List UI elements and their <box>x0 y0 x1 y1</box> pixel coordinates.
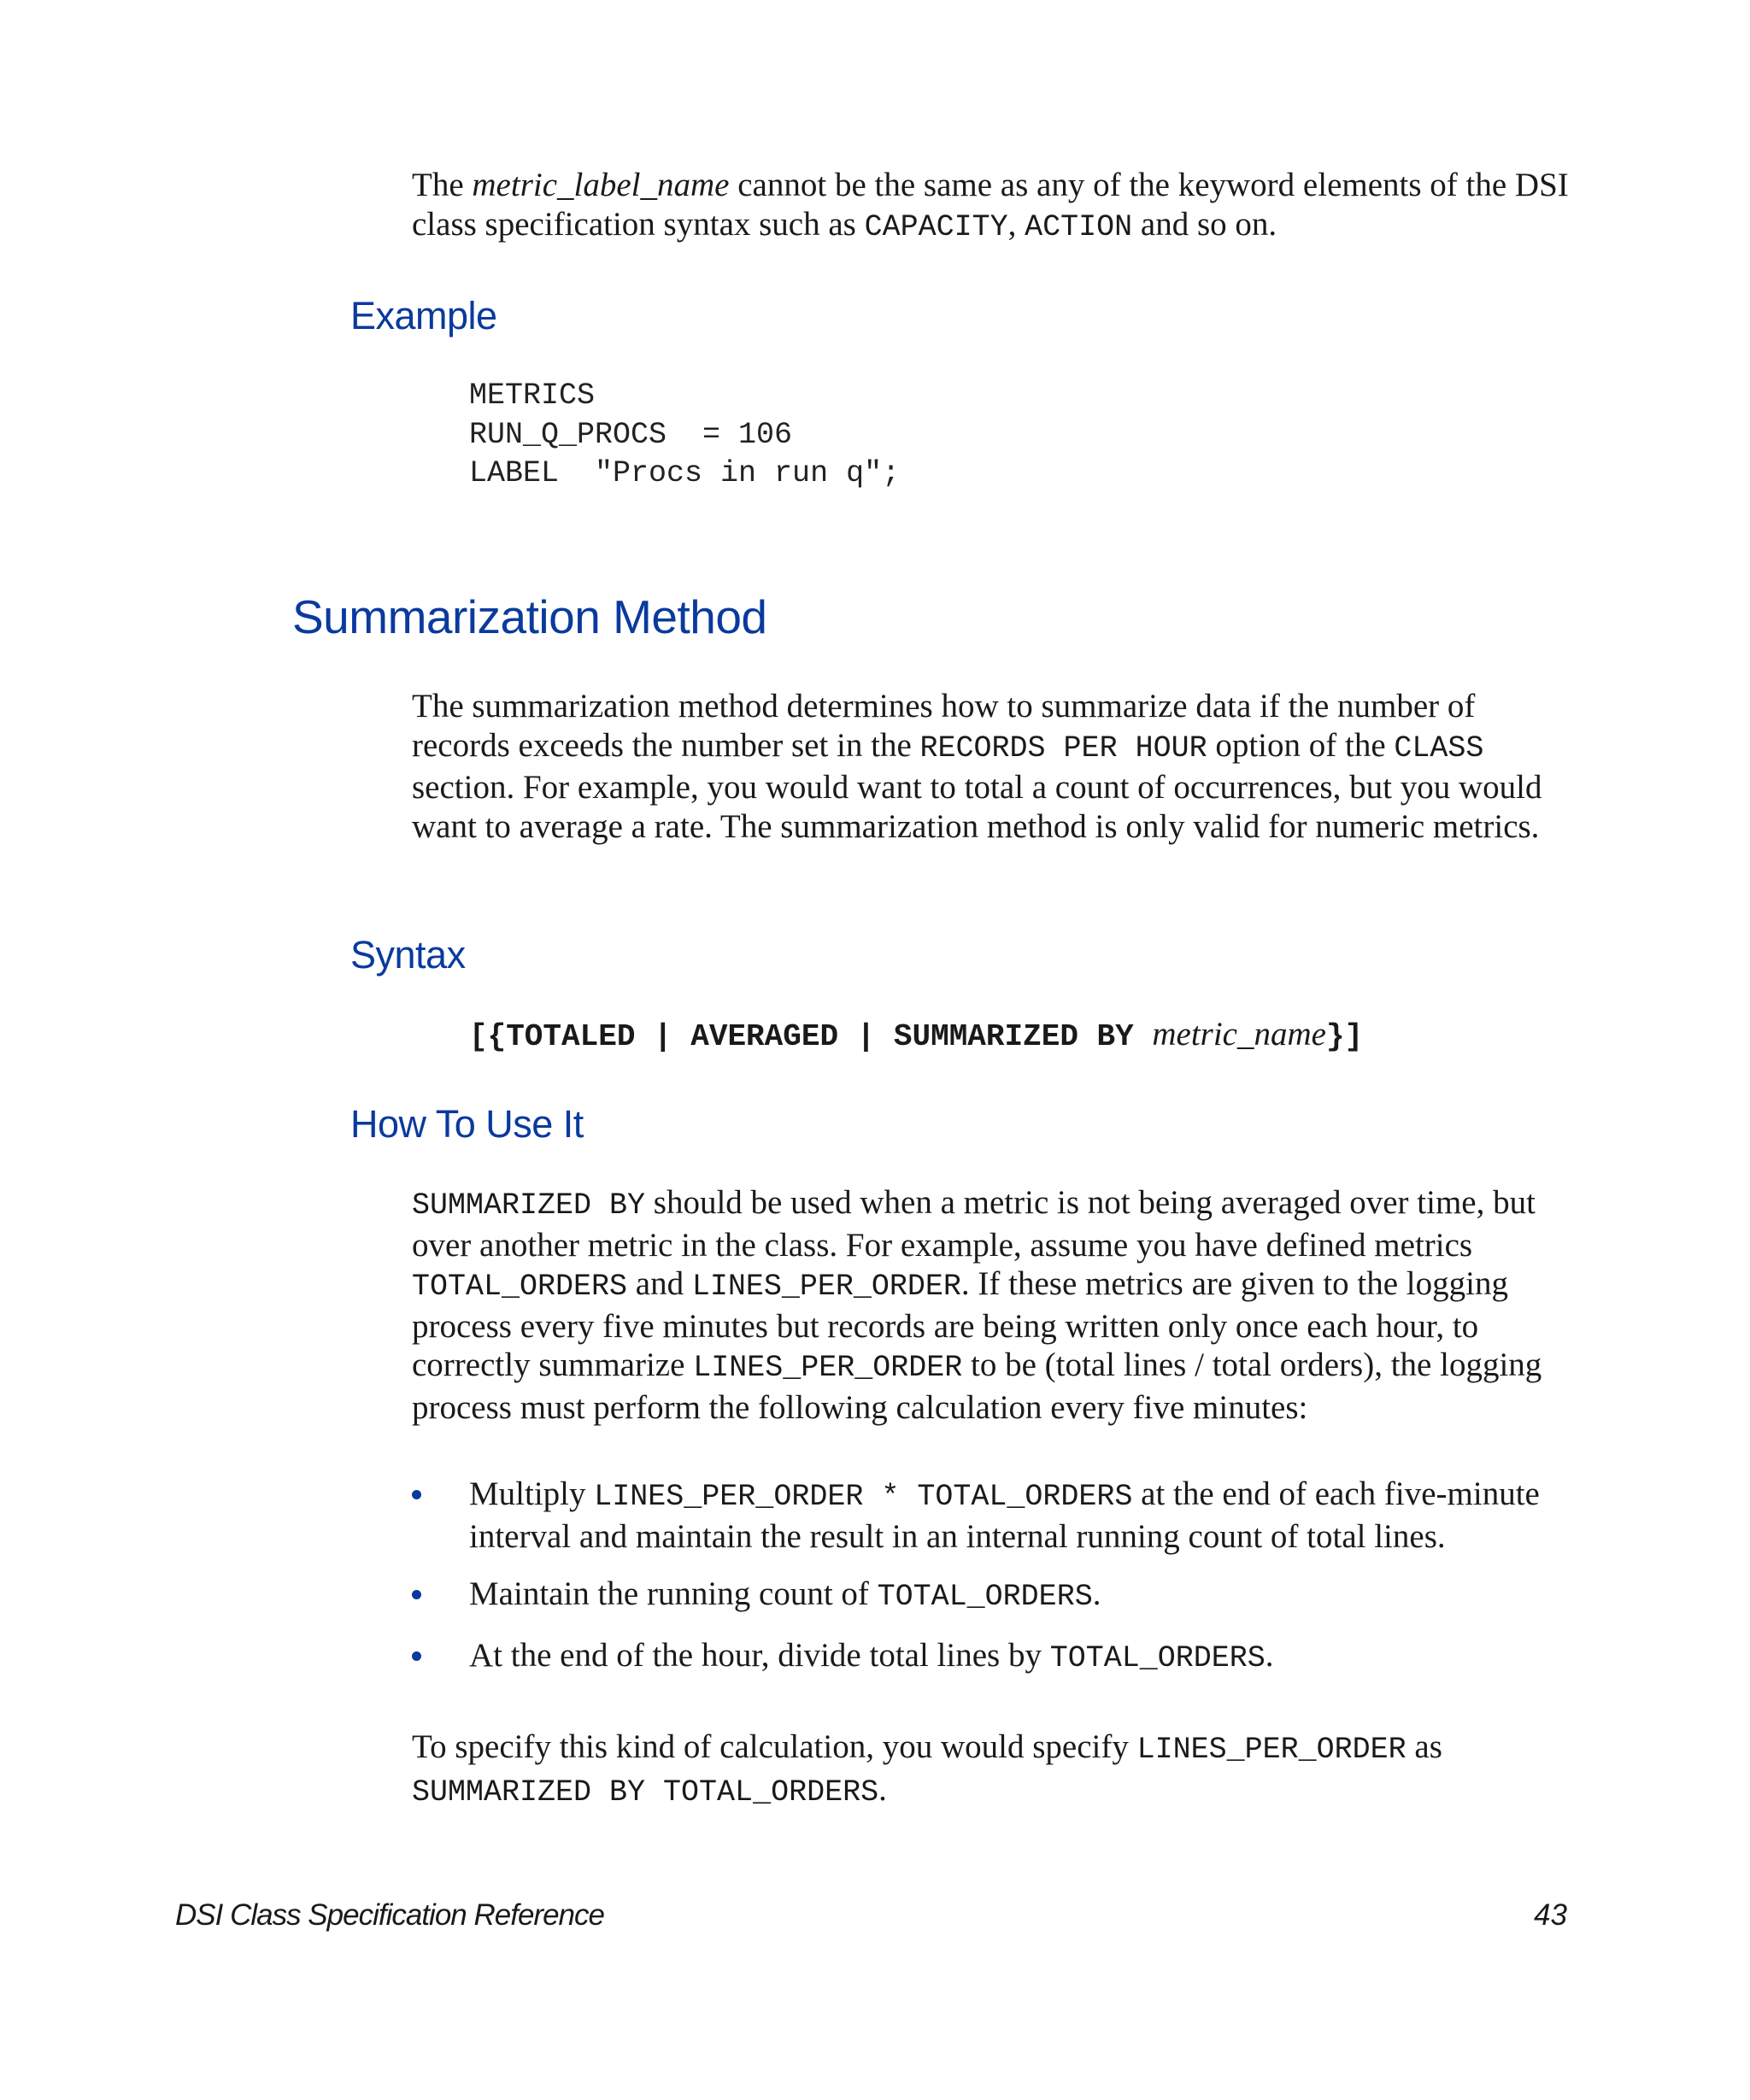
text-run: To specify this kind of calculation, you would specify <box>412 1728 1137 1765</box>
bullet-icon <box>412 1590 421 1599</box>
example-code-block <box>469 377 900 494</box>
text-run: and so on. <box>1132 205 1277 243</box>
list-item <box>412 1475 1574 1556</box>
code-class: CLASS <box>1394 730 1484 766</box>
text-run: option of the <box>1207 726 1395 764</box>
text-run: as <box>1406 1728 1442 1765</box>
footer-document-title: DSI Class Specification Reference <box>175 1898 604 1932</box>
text-run: , <box>1007 205 1025 243</box>
text-run: section. For example, you would want to total a count of occurrences, but you would want to average a rate. The summarization method is only valid for numeric metrics. <box>412 769 1542 845</box>
code-lines-per-order: LINES_PER_ORDER <box>691 1270 961 1304</box>
bullet-icon <box>412 1490 421 1499</box>
text-run: . <box>1092 1575 1101 1612</box>
example-heading: Example <box>350 294 497 337</box>
syntax-line <box>469 1015 1363 1054</box>
syntax-heading: Syntax <box>350 933 466 977</box>
text-run: should be used when a metric is not being averaged over time, but over another metric in the class. For example, assume you have defined metrics <box>412 1184 1536 1264</box>
text-run: to be (total lines / total orders), the logging process must perform the following calculation every five minutes: <box>412 1346 1542 1426</box>
summarization-paragraph <box>412 687 1574 846</box>
text-run: . <box>1265 1636 1274 1674</box>
text-run: The <box>412 167 473 203</box>
text-run: and <box>627 1265 692 1302</box>
text-run: The summarization method determines how to summarize data if the number of records exceeds the number set in the <box>412 688 1476 764</box>
syntax-keywords: [{TOTALED | AVERAGED | SUMMARIZED BY <box>469 1019 1153 1054</box>
syntax-closing: }] <box>1325 1019 1364 1054</box>
code-action: ACTION <box>1025 209 1133 244</box>
intro-paragraph <box>412 166 1574 247</box>
code-total-orders: TOTAL_ORDERS <box>412 1270 628 1304</box>
code-line: METRICS <box>469 378 596 413</box>
bullet-icon <box>412 1651 421 1661</box>
calculation-steps-list <box>412 1475 1574 1697</box>
text-run: At the end of the hour, divide total lines by <box>469 1636 1050 1674</box>
code-total-orders: TOTAL_ORDERS <box>877 1580 1093 1614</box>
metric-label-name-term: metric_label_name <box>472 167 730 203</box>
text-run: cannot be the same as any of the keyword elements of the DSI class specification syntax such as <box>412 167 1569 243</box>
list-item <box>412 1575 1574 1617</box>
code-capacity: CAPACITY <box>864 209 1008 244</box>
text-run: . If these metrics are given to the logging process every five minutes but records are being written only once each hour, to correctly summarize <box>412 1265 1508 1383</box>
text-run: . <box>878 1770 887 1808</box>
code-summarized-by: SUMMARIZED BY <box>412 1188 646 1223</box>
final-paragraph <box>412 1728 1574 1812</box>
text-run: Multiply <box>469 1475 595 1512</box>
code-total-orders: TOTAL_ORDERS <box>1049 1640 1266 1675</box>
code-lines-per-order: LINES_PER_ORDER <box>693 1351 963 1385</box>
list-item <box>412 1636 1574 1679</box>
code-multiply-expression: LINES_PER_ORDER * TOTAL_ORDERS <box>594 1480 1133 1514</box>
code-records-per-hour: RECORDS PER HOUR <box>919 730 1207 766</box>
summarization-method-heading: Summarization Method <box>292 590 767 643</box>
how-to-paragraph <box>412 1183 1574 1427</box>
code-line: RUN_Q_PROCS = 106 <box>469 417 793 452</box>
footer-page-number: 43 <box>1534 1898 1567 1932</box>
text-run: at the end of each five-minute interval and maintain the result in an internal running count of total lines. <box>469 1475 1540 1555</box>
code-summarized-by-total-orders: SUMMARIZED BY TOTAL_ORDERS <box>412 1774 879 1810</box>
how-to-use-it-heading: How To Use It <box>350 1102 584 1146</box>
code-line: LABEL "Procs in run q"; <box>469 456 901 490</box>
code-lines-per-order: LINES_PER_ORDER <box>1136 1733 1406 1767</box>
text-run: Maintain the running count of <box>469 1575 878 1612</box>
syntax-metric-name: metric_name <box>1152 1016 1326 1053</box>
